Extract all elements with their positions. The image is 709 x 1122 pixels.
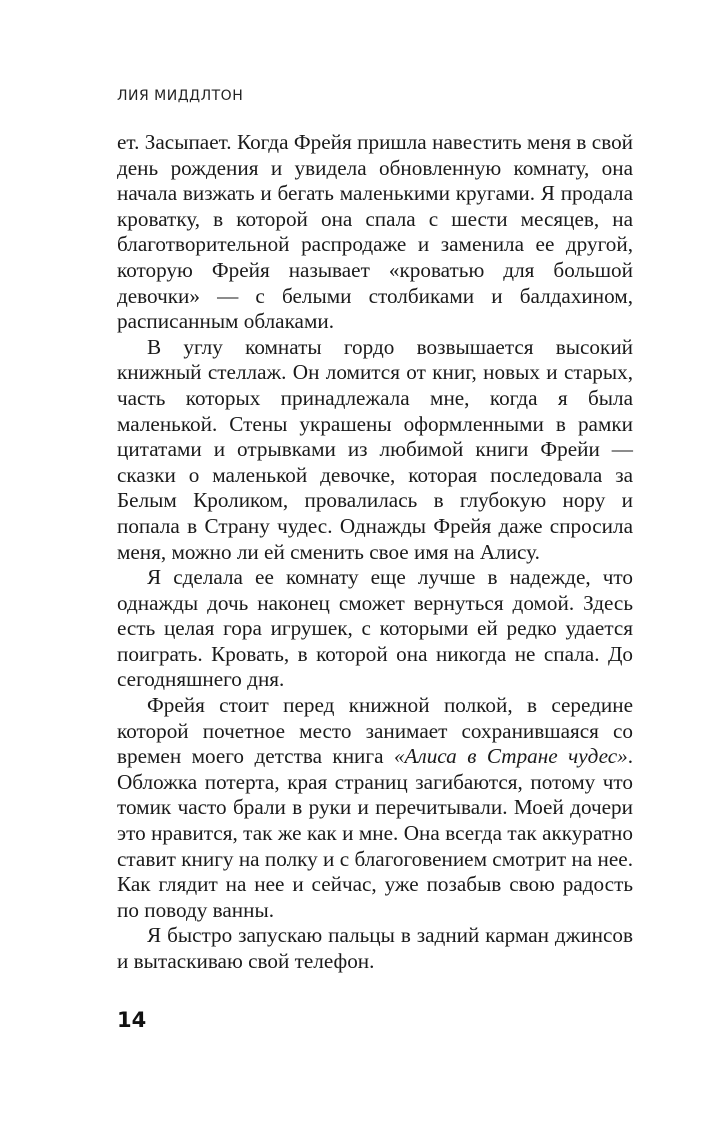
paragraph-4-part-1: Фрейя стоит перед книжной полкой, в середине которой почетное место занимает сохранившаяся со времен моего детства книга	[117, 693, 633, 769]
book-title: «Алиса в Стране чудес»	[393, 744, 628, 769]
page-number: 14	[117, 1008, 147, 1032]
body-text	[117, 130, 633, 975]
paragraph-2: В углу комнаты гордо возвышается высокий книжный стеллаж. Он ломится от книг, новых и старых, часть которых принадлежала мне, когда я была маленькой. Стены украшены оформленными в рамки цитатами и отрывками из любимой книги Фрейи — сказки о маленькой девочке, которая последовала за Белым Кроликом, провалилась в глубокую нору и попала в Страну чудес. Однажды Фрейя даже спросила меня, можно ли ей сменить свое имя на Алису.	[117, 334, 633, 564]
paragraph-5: Я быстро запускаю пальцы в задний карман джинсов и вытаскиваю свой телефон.	[117, 923, 633, 973]
running-head: ЛИЯ МИДДЛТОН	[117, 88, 244, 104]
paragraph-4	[117, 693, 633, 923]
paragraph-1: ет. Засыпает. Когда Фрейя пришла навестить меня в свой день рождения и увидела обновленную комнату, она начала визжать и бегать маленькими кругами. Я продала кроватку, в которой она спала с шести месяцев, на благотворительной распродаже и заменила ее другой, которую Фрейя называет «кроватью для большой девочки» — с белыми столбиками и балдахином, расписанным облаками.	[117, 130, 633, 334]
paragraph-3: Я сделала ее комнату еще лучше в надежде, что однажды дочь наконец сможет вернуться домой. Здесь есть целая гора игрушек, с которыми ей редко удается поиграть. Кровать, в которой она никогда не спала. До сегодняшнего дня.	[117, 565, 633, 692]
paragraph-4-part-2: . Обложка потерта, края страниц загибаются, потому что томик часто брали в руки и перечитывали. Моей дочери это нравится, так же как и мне. Она всегда так аккуратно ставит книгу на полку и с благоговением смотрит на нее. Как глядит на нее и сейчас, уже позабыв свою радость по поводу ванны.	[117, 744, 633, 922]
